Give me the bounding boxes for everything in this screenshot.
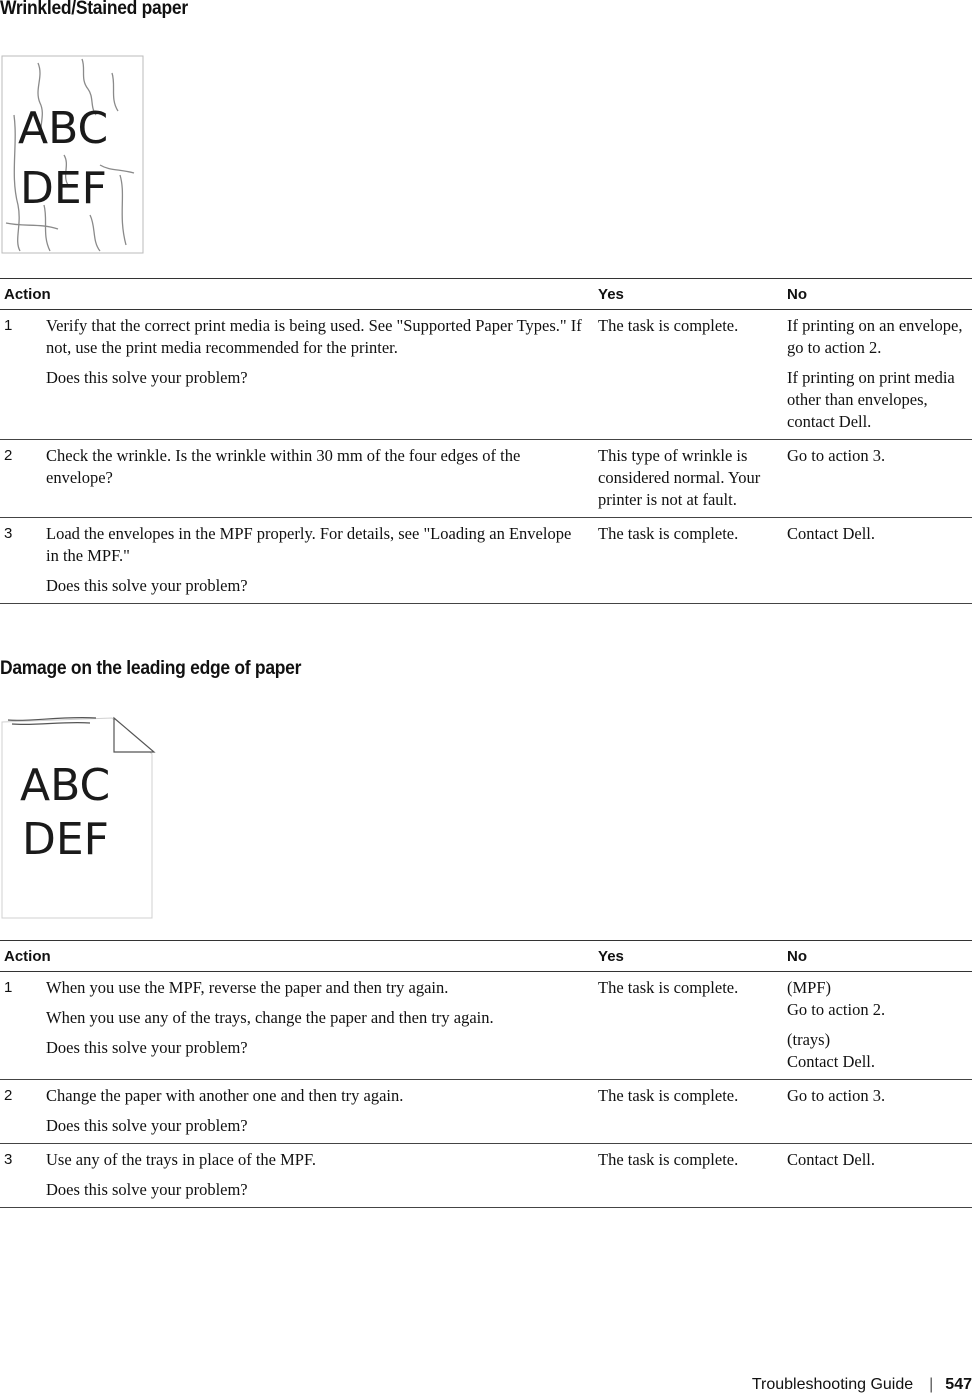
action-cell — [42, 972, 594, 1080]
no-condition: (MPF) — [787, 978, 832, 997]
action-question: Does this solve your problem? — [46, 1180, 248, 1199]
no-result: Go to action 2. — [787, 1000, 886, 1019]
yes-cell — [594, 1080, 783, 1144]
yes-cell — [594, 1144, 783, 1208]
yes-cell — [594, 440, 783, 518]
header-action: Action — [0, 941, 594, 972]
paper-sheet — [2, 56, 143, 253]
action-text: Change the paper with another one and then try again. — [46, 1086, 404, 1105]
step-number: 3 — [0, 1144, 42, 1208]
action-question: Does this solve your problem? — [46, 368, 248, 387]
wrinkled-paper-illustration — [0, 55, 146, 257]
footer-separator: | — [929, 1376, 934, 1393]
yes-text: The task is complete. — [598, 1086, 739, 1105]
yes-cell — [594, 518, 783, 604]
header-no: No — [783, 279, 972, 310]
header-yes: Yes — [594, 941, 783, 972]
step-number: 1 — [0, 972, 42, 1080]
no-condition: (trays) — [787, 1030, 831, 1049]
page-number: 547 — [945, 1376, 972, 1393]
footer-title: Troubleshooting Guide — [751, 1376, 914, 1393]
no-result: Contact Dell. — [787, 1052, 875, 1071]
no-text — [787, 1029, 966, 1073]
action-question: Does this solve your problem? — [46, 576, 248, 595]
table-header-row — [0, 279, 972, 310]
header-yes: Yes — [594, 279, 783, 310]
action-text: Verify that the correct print media is being used. See "Supported Paper Types." If not, use the print media recommended for the printer. — [46, 316, 582, 357]
no-text: If printing on print media other than envelopes, contact Dell. — [787, 368, 955, 431]
action-cell — [42, 1080, 594, 1144]
yes-text: The task is complete. — [598, 316, 739, 335]
section-heading-damage: Damage on the leading edge of paper — [0, 658, 302, 679]
no-cell — [783, 972, 972, 1080]
header-action: Action — [0, 279, 594, 310]
yes-text: The task is complete. — [598, 524, 739, 543]
step-number: 3 — [0, 518, 42, 604]
table-row — [0, 310, 972, 440]
no-text: Contact Dell. — [787, 1150, 875, 1169]
no-text: If printing on an envelope, go to action 2. — [787, 316, 963, 357]
table-row — [0, 1080, 972, 1144]
step-number: 1 — [0, 310, 42, 440]
yes-text: The task is complete. — [598, 1150, 739, 1169]
action-cell — [42, 440, 594, 518]
no-text: Go to action 3. — [787, 1086, 886, 1105]
table-row — [0, 1144, 972, 1208]
yes-cell — [594, 310, 783, 440]
action-text: Load the envelopes in the MPF properly. For details, see "Loading an Envelope in the MPF." — [46, 524, 572, 565]
yes-text: The task is complete. — [598, 978, 739, 997]
no-cell — [783, 518, 972, 604]
action-cell — [42, 1144, 594, 1208]
action-text: When you use the MPF, reverse the paper and then try again. — [46, 978, 449, 997]
yes-text: This type of wrinkle is considered normal. Your printer is not at fault. — [598, 446, 761, 509]
section-heading-wrinkled: Wrinkled/Stained paper — [0, 0, 188, 19]
damaged-edge-paper-illustration — [0, 714, 160, 922]
damage-troubleshooting-table — [0, 940, 972, 1208]
no-cell — [783, 440, 972, 518]
yes-cell — [594, 972, 783, 1080]
no-cell — [783, 1080, 972, 1144]
table-row — [0, 972, 972, 1080]
sample-text-def: DEF — [20, 163, 107, 214]
table-row — [0, 518, 972, 604]
folded-corner — [114, 718, 154, 752]
header-no: No — [783, 941, 972, 972]
action-text: When you use any of the trays, change the paper and then try again. — [46, 1008, 494, 1027]
action-text: Check the wrinkle. Is the wrinkle within 30 mm of the four edges of the envelope? — [46, 446, 521, 487]
wrinkled-troubleshooting-table — [0, 278, 972, 604]
sample-text-def: DEF — [22, 814, 109, 865]
table-header-row — [0, 941, 972, 972]
no-text: Go to action 3. — [787, 446, 886, 465]
page-footer — [752, 1376, 972, 1394]
action-cell — [42, 310, 594, 440]
action-cell — [42, 518, 594, 604]
action-question: Does this solve your problem? — [46, 1116, 248, 1135]
table-row — [0, 440, 972, 518]
action-text: Use any of the trays in place of the MPF. — [46, 1150, 316, 1169]
no-text: Contact Dell. — [787, 524, 875, 543]
step-number: 2 — [0, 1080, 42, 1144]
no-cell — [783, 310, 972, 440]
sample-text-abc: ABC — [20, 760, 111, 811]
no-cell — [783, 1144, 972, 1208]
no-text — [787, 977, 966, 1021]
sample-text-abc: ABC — [18, 103, 109, 154]
step-number: 2 — [0, 440, 42, 518]
action-question: Does this solve your problem? — [46, 1038, 248, 1057]
